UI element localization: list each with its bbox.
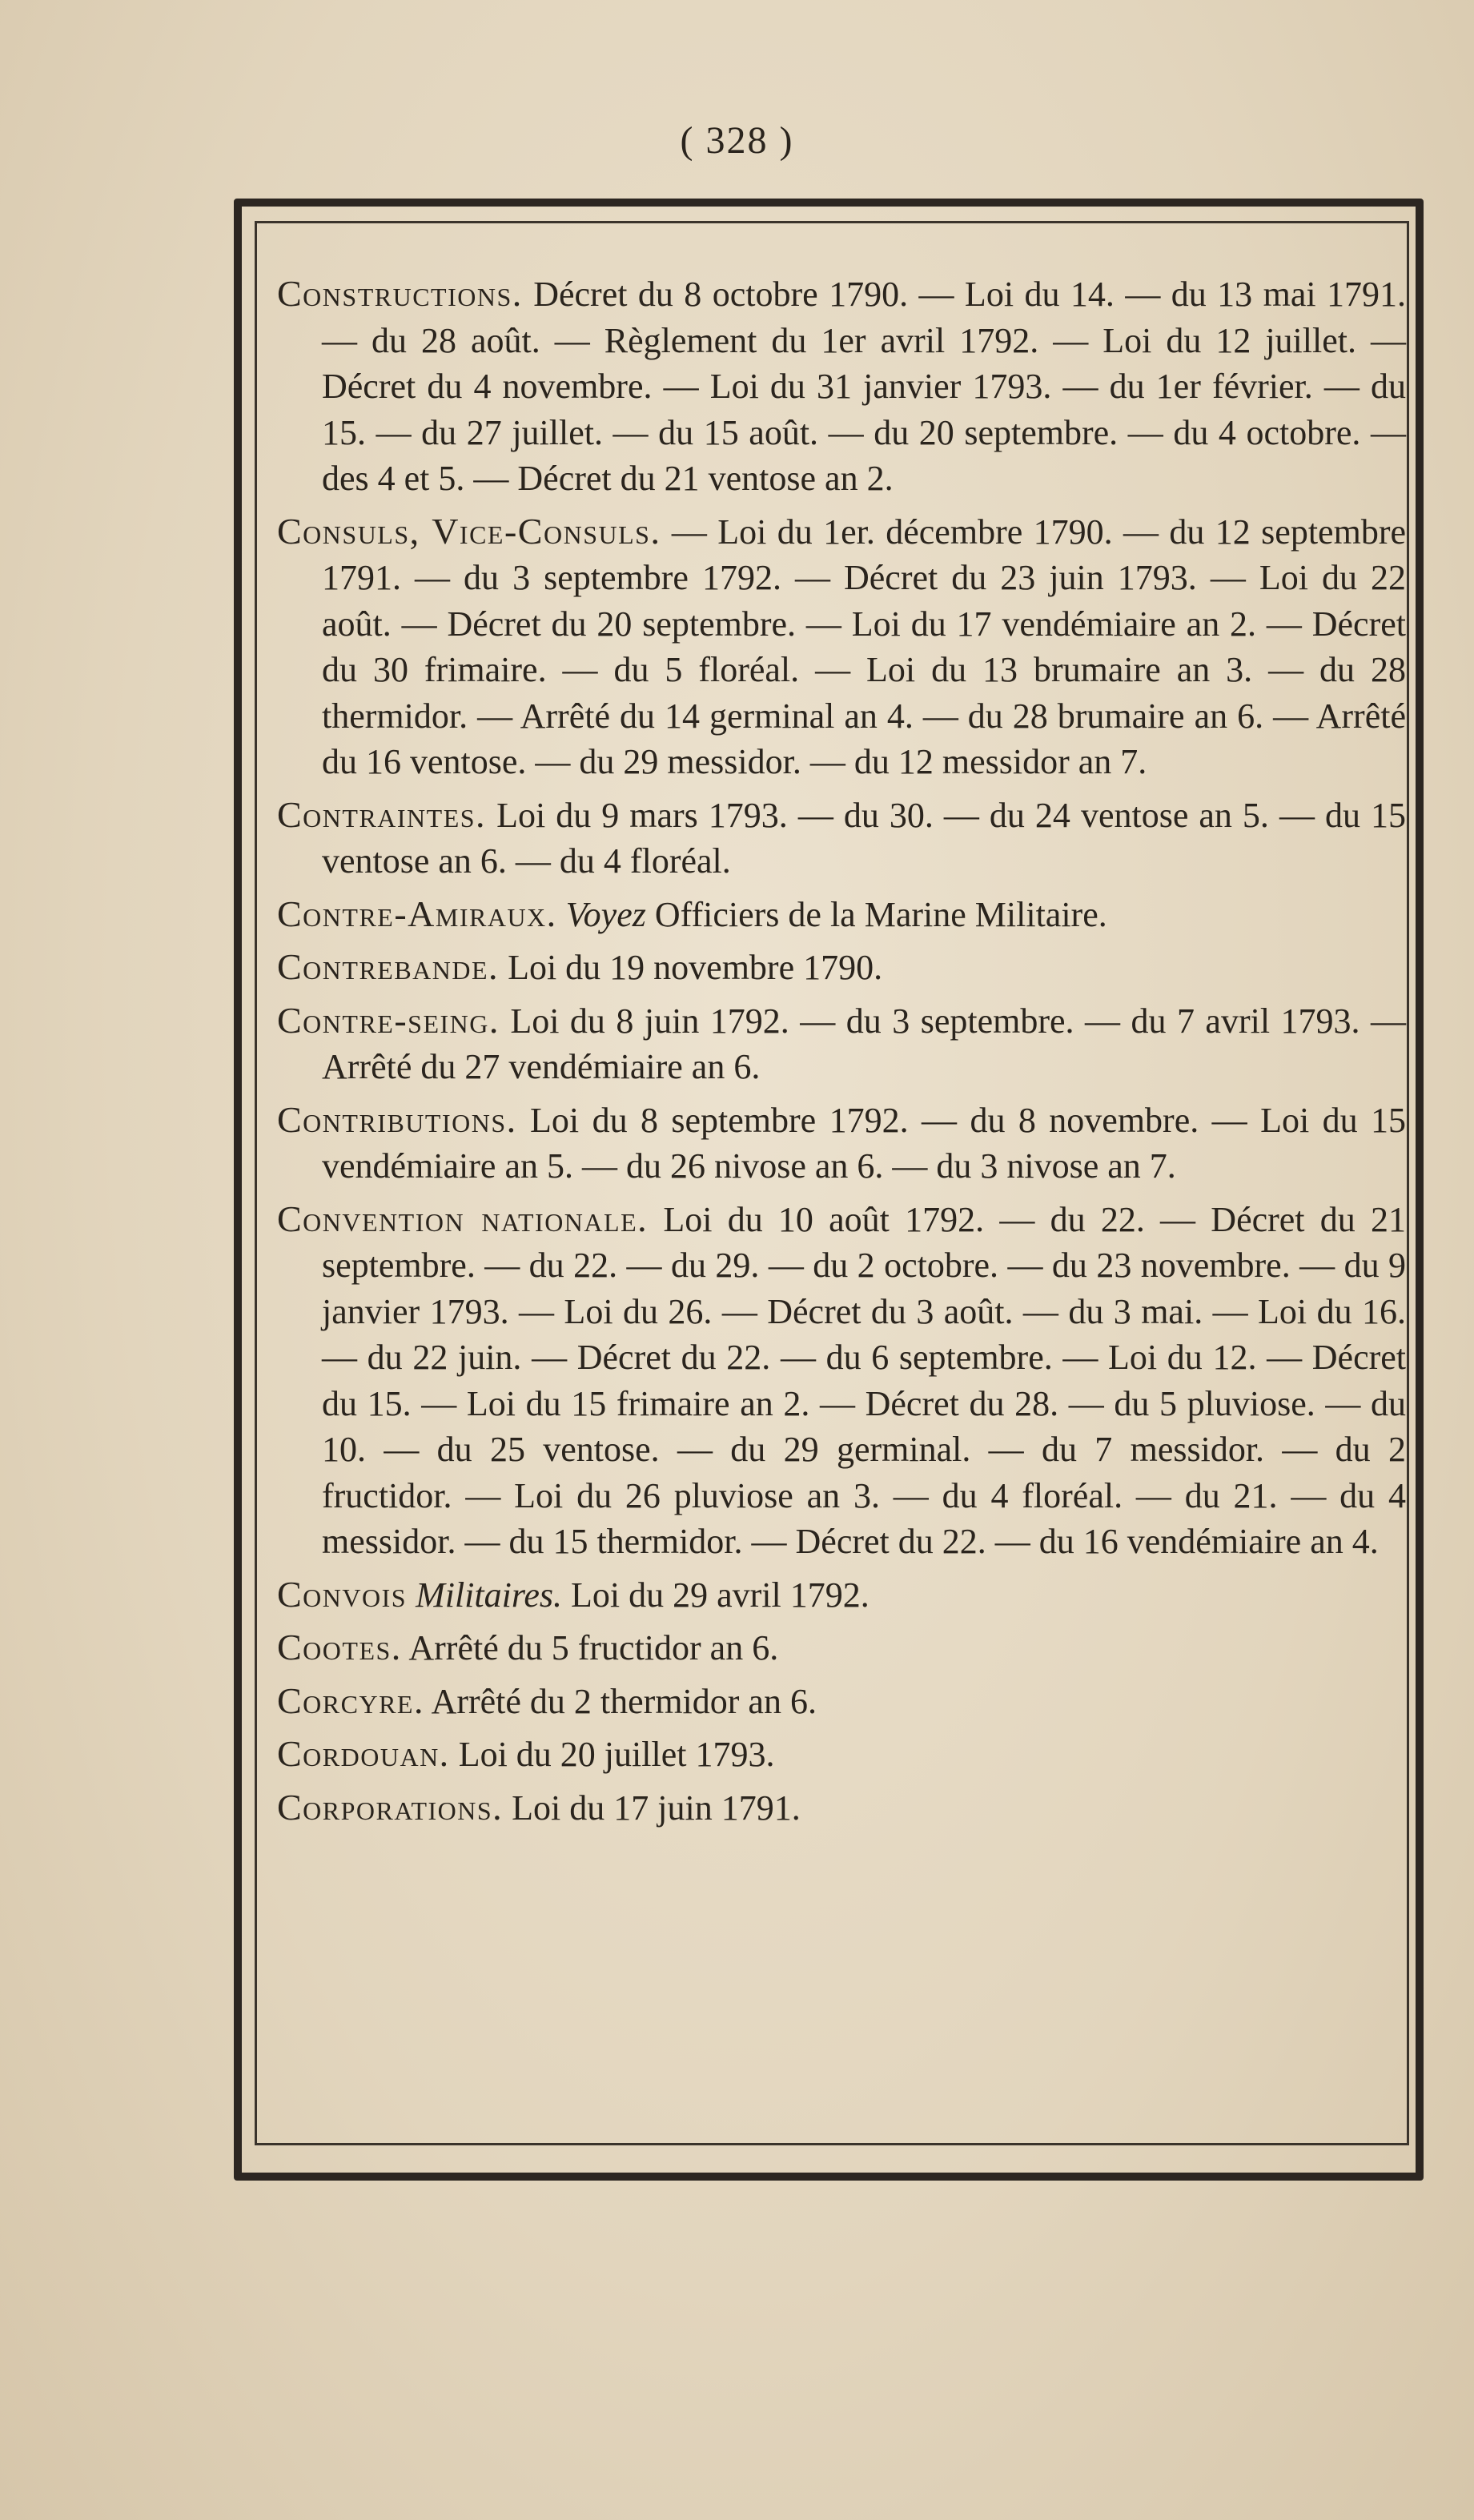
entry-text: Officiers de la Marine Militaire. (654, 894, 1107, 934)
index-entry (277, 997, 1406, 1090)
entry-text: Loi du 8 juin 1792. — du 3 septembre. — du 7 avril 1793. — Arrêté du 27 vendémiaire an 6. (322, 1001, 1407, 1086)
entry-heading: Corcyre. (277, 1679, 424, 1721)
entry-text: Loi du 29 avril 1792. (571, 1575, 870, 1615)
entry-heading: Contre-seing. (277, 999, 500, 1041)
entry-heading: Corporations. (277, 1786, 504, 1828)
index-entry (277, 1731, 1406, 1778)
entry-text: Décret du 8 octobre 1790. — Loi du 14. — du 13 mai 1791. — du 28 août. — Règlement du 1er avril 1792. — Loi du 12 juillet. — Décret du 4 novembre. — Loi du 31 janvier 1793. — du 1er février. — du 15. — du 27 juillet. — du 15 août. — du 20 septembre. — du 4 octobre. — des 4 et 5. — Décret du 21 ventose an 2. (322, 275, 1407, 498)
entry-heading: Cordouan. (277, 1733, 450, 1774)
index-entry (277, 1678, 1406, 1725)
entry-heading: Contributions. (277, 1098, 517, 1140)
index-entry (277, 1571, 1406, 1619)
page-number: ( 328 ) (680, 119, 794, 162)
entry-text: Loi du 9 mars 1793. — du 30. — du 24 ventose an 5. — du 15 ventose an 6. — du 4 floréal. (322, 795, 1406, 881)
entry-italic-lead: Voyez (565, 894, 646, 934)
entry-text: — Loi du 1er. décembre 1790. — du 12 septembre 1791. — du 3 septembre 1792. — Décret du 23 juin 1793. — Loi du 22 août. — Décret du 20 septembre. — Loi du 17 vendémiaire an 2. — Décret du 30 frimaire. — du 5 floréal. — Loi du 13 brumaire an 3. — du 28 thermidor. — Arrêté du 14 germinal an 4. — du 28 brumaire an 6. — Arrêté du 16 ventose. — du 29 messidor. — du 12 messidor an 7. (322, 512, 1406, 781)
entry-heading: Cootes. (277, 1627, 402, 1667)
index-entry (277, 792, 1406, 885)
entry-text: Loi du 10 août 1792. — du 22. — Décret du 21 septembre. — du 22. — du 29. — du 2 octobre. — du 23 novembre. — du 9 janvier 1793. — Loi du 26. — Décret du 3 août. — du 3 mai. — Loi du 16. — du 22 juin. — Décret du 22. — du 6 septembre. — Loi du 12. — Décret du 15. — Loi du 15 frimaire an 2. — Décret du 28. — du 5 pluviose. — du 10. — du 25 ventose. — du 29 germinal. — du 7 messidor. — du 2 fructidor. — Loi du 26 pluviose an 3. — du 4 floréal. — du 21. — du 4 messidor. — du 15 thermidor. — Décret du 22. — du 16 vendémiaire an 4. (322, 1199, 1406, 1561)
index-entry (277, 271, 1406, 502)
index-entries (277, 271, 1406, 1837)
entry-heading: Contrebande. (277, 946, 500, 987)
entry-text: Arrêté du 2 thermidor an 6. (431, 1681, 817, 1721)
entry-heading: Contre-Amiraux. (277, 893, 557, 934)
index-entry (277, 1784, 1406, 1832)
entry-text: Arrêté du 5 fructidor an 6. (408, 1628, 779, 1667)
entry-text: Loi du 20 juillet 1793. (458, 1735, 775, 1774)
entry-text: Loi du 17 juin 1791. (512, 1788, 801, 1828)
entry-heading: Constructions. (277, 273, 523, 314)
entry-heading: Convois (277, 1573, 408, 1615)
index-entry (277, 1624, 1406, 1671)
index-entry (277, 1097, 1406, 1190)
entry-heading: Consuls, Vice-Consuls. (277, 510, 661, 552)
entry-heading: Convention nationale. (277, 1198, 649, 1239)
index-entry (277, 944, 1406, 991)
index-entry (277, 508, 1406, 785)
entry-text: Loi du 8 septembre 1792. — du 8 novembre. — Loi du 15 vendémiaire an 5. — du 26 nivose an 6. — du 3 nivose an 7. (322, 1100, 1407, 1186)
entry-heading: Contraintes. (277, 793, 487, 835)
entry-text: Loi du 19 novembre 1790. (508, 948, 883, 987)
entry-italic-lead: Militaires. (416, 1575, 562, 1615)
index-entry (277, 891, 1406, 938)
index-entry (277, 1196, 1406, 1565)
